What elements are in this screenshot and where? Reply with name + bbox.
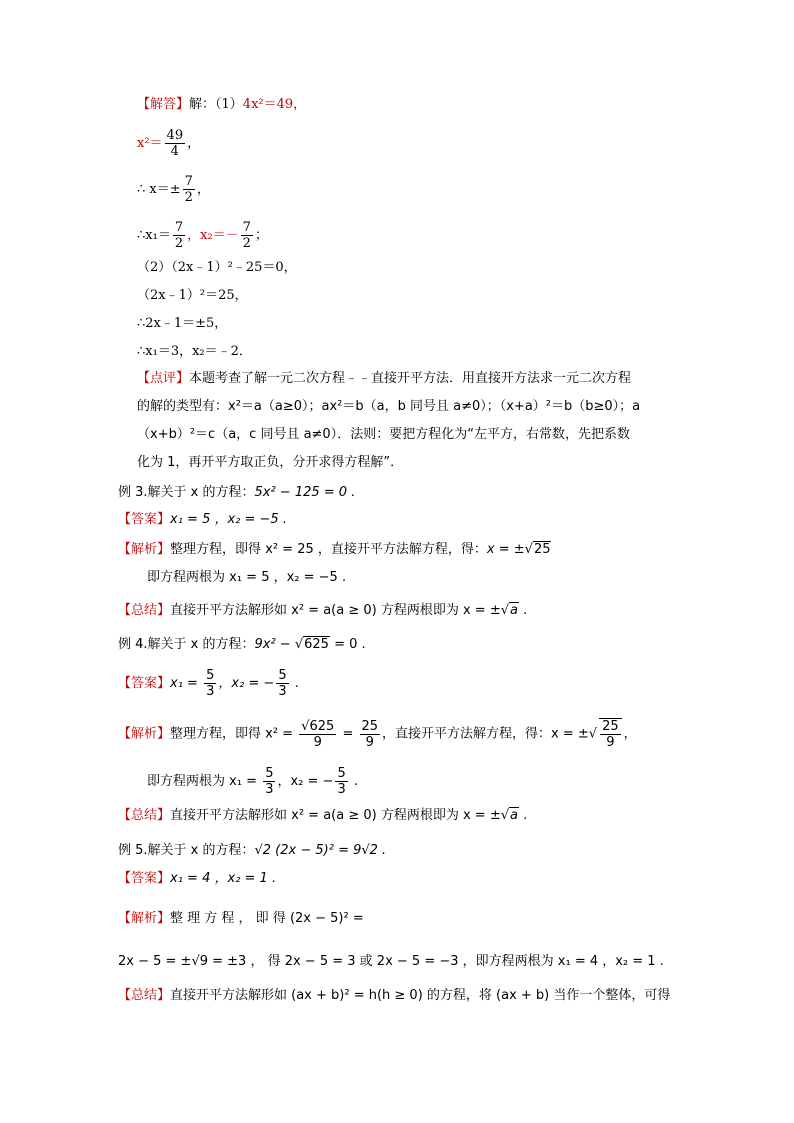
answer-line-1 <box>137 96 306 114</box>
fraction: $\frac{7}{2}$ <box>174 220 184 251</box>
answer-intro: 解：（1） <box>189 97 243 112</box>
fraction: $\frac{5}{3}$ <box>265 766 274 797</box>
summary-tag: 【总结】 <box>118 808 171 823</box>
fraction: $\frac{25}{9}$ <box>361 718 379 750</box>
answer-line-5: （2）（2x﹣1）²﹣25＝0， <box>137 260 297 275</box>
example-3-analysis: 【解析】整理方程，即得 x² = 25 ，直接开平方法解方程，得：x = ±√25 <box>118 542 551 557</box>
example-4-roots: 即方程两根为 x₁ = $\frac{5}{3}$ ，x₂ = − $\frac{5}{3}$ . <box>147 766 358 797</box>
fraction: $\frac{7}{2}$ <box>242 220 251 251</box>
answer-tag: 【答案】 <box>118 512 171 527</box>
equation-text: x²＝ <box>137 136 163 151</box>
answer-tag: 【解答】 <box>137 97 190 112</box>
answer-line-3: ∴ x＝± $\frac{7}{2}$ ， <box>137 174 210 205</box>
fraction: $\frac{49}{4}$ <box>166 128 184 159</box>
summary-tag: 【总结】 <box>118 988 171 1003</box>
example-3-summary: 【总结】直接开平方法解形如 x² = a(a ≥ 0) 方程两根即为 x = ±√a . <box>118 603 528 618</box>
review-line-2: 的解的类型有：x²＝a（a≥0）；ax²＝b（a，b 同号且 a≠0）；（x+a）²＝b（b≥0）；a <box>137 399 641 414</box>
answer-line-4: ∴x₁＝ $\frac{7}{2}$ ，x₂＝－ $\frac{7}{2}$ ； <box>137 220 268 251</box>
answer-tag: 【答案】 <box>118 676 171 691</box>
fraction: $\frac{7}{2}$ <box>184 174 193 205</box>
example-5-analysis: 【解析】整 理 方 程 ， 即 得 (2x − 5)² = <box>118 911 364 926</box>
example-4-answer: 【答案】x₁ = $\frac{5}{3}$ ，x₂ = − $\frac{5}{3}$ . <box>118 668 299 699</box>
fraction: $\frac{5}{3}$ <box>337 766 346 797</box>
analysis-tag: 【解析】 <box>118 726 171 742</box>
equation-text: ∴x₁＝ <box>137 228 171 243</box>
example-5-answer: 【答案】x₁ = 4 ，x₂ = 1 . <box>118 871 277 886</box>
example-3-roots: 即方程两根为 x₁ = 5 ，x₂ = −5 . <box>147 570 347 585</box>
example-5-title: 例 5.解关于 x 的方程：√2 (2x − 5)² = 9√2 . <box>118 843 387 858</box>
review-line-4: 化为 1，再开平方取正负，分开求得方程解”． <box>137 455 404 470</box>
equation-text: 4x²＝49， <box>242 97 307 112</box>
fraction: $\frac{5}{3}$ <box>206 668 215 699</box>
example-3-answer: 【答案】x₁ = 5 ，x₂ = −5 . <box>118 512 287 527</box>
analysis-tag: 【解析】 <box>118 911 171 926</box>
fraction: $\frac{√625}{9}$ <box>301 718 335 750</box>
review-tag: 【点评】 <box>137 371 190 386</box>
example-3-title: 例 3.解关于 x 的方程：5x² − 125 = 0 . <box>118 485 356 500</box>
review-line-1: 【点评】本题考查了解一元二次方程﹣﹣直接开平方法．用直接开方法求一元二次方程 <box>137 371 632 386</box>
example-4-summary: 【总结】直接开平方法解形如 x² = a(a ≥ 0) 方程两根即为 x = ±√a . <box>118 808 528 823</box>
example-4-title: 例 4.解关于 x 的方程：9x² − √625 = 0 . <box>118 637 366 652</box>
answer-line-8: ∴x₁＝3，x₂＝﹣2． <box>137 344 252 359</box>
example-4-analysis: 【解析】整理方程，即得 x² = $\frac{√625}{9}$ = $\frac{25}{9}$ ，直接开平方法解方程，得：x = ±√ $\frac{25}{9}$ ， <box>118 718 637 750</box>
fraction: $\frac{25}{9}$ <box>599 718 622 750</box>
equation-text: ∴ x＝± <box>137 182 181 197</box>
answer-line-6: （2x﹣1）²＝25， <box>137 288 248 303</box>
answer-line-7: ∴2x﹣1＝±5， <box>137 316 228 331</box>
example-5-steps: 2x − 5 = ±√9 = ±3 ， 得 2x − 5 = 3 或 2x − 5 = −3 ，即方程两根为 x₁ = 4 ，x₂ = 1 . <box>118 954 664 969</box>
summary-tag: 【总结】 <box>118 603 171 618</box>
example-5-summary: 【总结】直接开平方法解形如 (ax + b)² = h(h ≥ 0) 的方程，将 (ax + b) 当作一个整体，可得 <box>118 988 671 1003</box>
fraction: $\frac{5}{3}$ <box>278 668 287 699</box>
analysis-tag: 【解析】 <box>118 542 171 557</box>
answer-line-2: x²＝ $\frac{49}{4}$ ， <box>137 128 201 159</box>
answer-tag: 【答案】 <box>118 871 171 886</box>
review-line-3: （x+b）²＝c（a，c 同号且 a≠0）．法则：要把方程化为“左平方，右常数，先把系数 <box>137 427 630 442</box>
